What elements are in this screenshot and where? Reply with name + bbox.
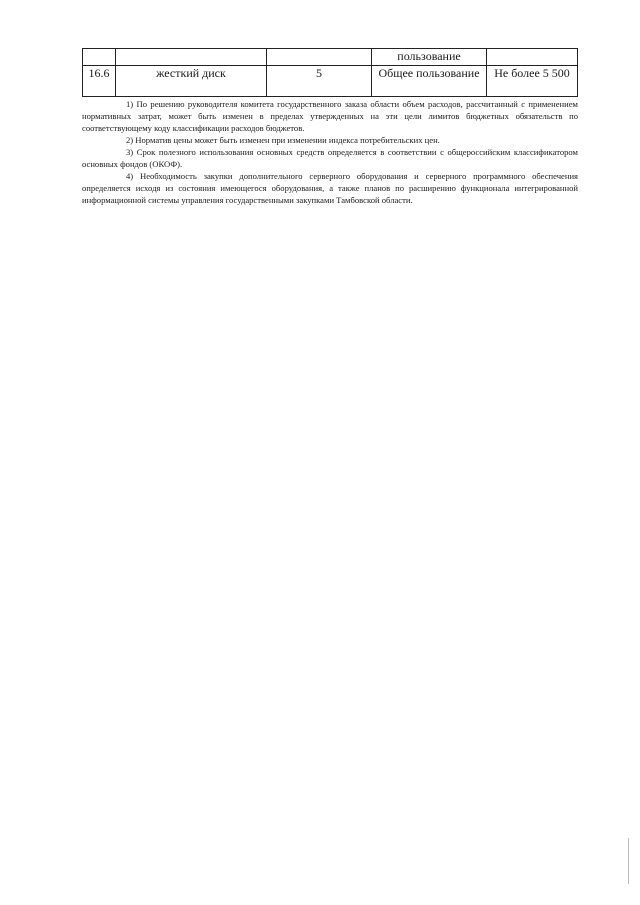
table-row xyxy=(83,66,578,97)
cell-number: 16.6 xyxy=(83,66,116,97)
scan-margin-mark xyxy=(628,838,629,884)
cell-price xyxy=(487,49,578,66)
cell-price: Не более 5 500 xyxy=(487,66,578,97)
cell-name xyxy=(116,49,267,66)
cell-name: жесткий диск xyxy=(116,66,267,97)
cell-usage: пользование xyxy=(372,49,487,66)
cell-number xyxy=(83,49,116,66)
footnote-2: 2) Норматив цены может быть изменен при изменении индекса потребительских цен. xyxy=(126,135,440,145)
footnote-1: 1) По решению руководителя комитета государственного заказа области объем расходов, рассчитанный с применением нормативных затрат, может быть изменен в пределах утвержденных на эти цели лимитов бюджетных обязательств по соответствующему коду классификации расходов бюджетов. xyxy=(82,99,578,133)
footnote-4: 4) Необходимость закупки дополнительного серверного оборудования и серверного программного обеспечения определяется исходя из состояния имеющегося оборудования, а также планов по расширению функционала интегрированной информационной системы управления государственными закупками Тамбовской области. xyxy=(82,171,578,205)
cell-quantity xyxy=(267,49,372,66)
cell-quantity: 5 xyxy=(267,66,372,97)
cell-usage: Общее пользование xyxy=(372,66,487,97)
footnotes xyxy=(82,98,578,206)
table-row xyxy=(83,49,578,66)
footnote-3: 3) Срок полезного использования основных средств определяется в соответствии с общероссийским классификатором основных фондов (ОКОФ). xyxy=(82,147,578,169)
norms-table xyxy=(82,48,578,97)
